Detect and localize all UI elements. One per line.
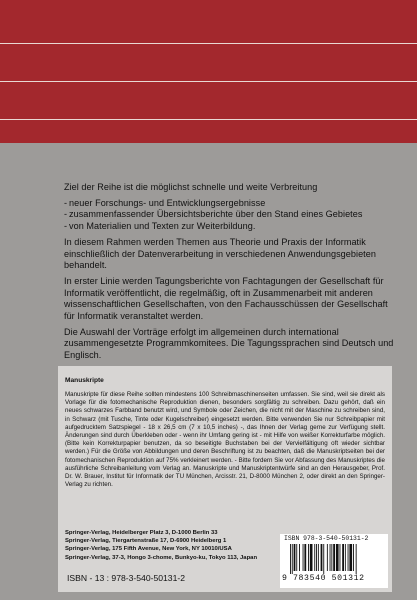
isbn-label: ISBN - 13 : 978-3-540-50131-2 (67, 573, 185, 583)
goal-item: - zusammenfassender Übersichtsberichte über den Stand eines Gebietes (64, 209, 394, 221)
barcode-bar (316, 544, 317, 571)
barcode (280, 534, 388, 588)
barcode-bar (348, 544, 349, 571)
address-line: Springer-Verlag, Tiergartenstraße 17, D-6900 Heidelberg 1 (65, 538, 227, 545)
publisher-addresses (65, 529, 265, 562)
band-stripe (0, 119, 417, 120)
barcode-bar (349, 544, 352, 571)
barcode-bar (303, 544, 304, 571)
barcode-bar (290, 544, 291, 574)
barcode-bar (330, 544, 331, 571)
barcode-bar (353, 544, 354, 571)
barcode-bar (323, 544, 324, 574)
barcode-bar (318, 544, 319, 571)
barcode-bar (314, 544, 315, 571)
cover-color-band (0, 0, 417, 143)
goal-list (64, 198, 394, 233)
address-line: Springer-Verlag, 37-3, Hongo 3-chome, Bunkyo-ku, Tokyo 113, Japan (65, 554, 258, 561)
goal-item: - neuer Forschungs- und Entwicklungsergebnisse (64, 198, 394, 210)
barcode-bar (308, 544, 309, 571)
intro-paragraph: In erster Linie werden Tagungsberichte von Fachtagungen der Gesellschaft für Informatik veröffentlicht, die regelmäßig, oft in Zusammenarbeit mit anderen wissenschaftlichen Gesellschaften, von den Fachausschüssen der Gesellschaft für Informatik veranstaltet werden. (64, 275, 388, 322)
barcode-isbn: ISBN 978-3-540-50131-2 (284, 535, 369, 542)
manuscript-heading: Manuskripte (65, 377, 104, 384)
barcode-bar (336, 544, 339, 571)
band-stripe (0, 43, 417, 44)
manuscript-info-box (58, 366, 392, 592)
barcode-bar (292, 544, 293, 574)
band-stripe (0, 81, 417, 82)
barcode-bars (290, 544, 380, 574)
barcode-bar (321, 544, 323, 571)
barcode-bar (345, 544, 346, 571)
barcode-bar (296, 544, 297, 571)
intro-lead: Ziel der Reihe ist die möglichst schnelle und weite Verbreitung (64, 182, 318, 192)
barcode-bar (310, 544, 313, 571)
barcode-bar (304, 544, 306, 571)
goal-item: - von Materialien und Texten zur Weiterbildung. (64, 221, 394, 233)
manuscript-text: Manuskripte für diese Reihe sollten mindestens 100 Schreibmaschinenseiten umfassen. Sie sind, weil sie direkt als Vorlage für die fotomechanische Reproduktion dienen, besonders sorgfältig zu schreiben. Dazu gehört, daß ein neues schwarzes Farbband benutzt wird, und Symbole oder Zeichen, die nicht mit der Maschine zu schreiben sind, in Schwarz (mit Tusche, Tinte oder Kugelschreiber) eingesetzt werden. Bitte verwenden Sie nur Schreibpapier mit aufgedrucktem Satzspiegel - 18 x 26,5 cm (7 x 10,5 inches) -, das Ihnen der Verlag gerne zur Verfügung stellt. Änderungen sind durch Überkleben oder - wenn ihr Umfang gering ist - mit Hilfe von weißer Korrekturfarbe möglich. (Bitte kein Korrekturpapier benutzen, da so beseitigte Buchstaben bei der Vervielfältigung oft wieder sichtbar werden.) Für die Größe von Abbildungen und deren Beschriftung ist zu beachten, daß die Manuskriptseiten bei der fotomechanischen Reproduktion auf 75% verkleinert werden. - Bitte fordern Sie vor Abfassung des Manuskriptes die ausführliche Schreibanleitung vom Verlag an. Manuskripte und Manuskriptentwürfe sind an den Herausgeber, Prof. Dr. W. Brauer, Institut für Informatik der TU München, Arcisstr. 21, D-8000 München 2, oder direkt an den Springer-Verlag zu richten. (65, 391, 385, 489)
barcode-bar (294, 544, 296, 571)
barcode-bar (327, 544, 328, 571)
address-line: Springer-Verlag, 175 Fifth Avenue, New York, NY 10010/USA (65, 546, 232, 553)
barcode-bar (342, 544, 344, 571)
barcode-bar (299, 544, 300, 571)
address-line: Springer-Verlag, Heidelberger Platz 3, D-1000 Berlin 33 (65, 530, 218, 536)
barcode-bar (340, 544, 341, 571)
barcode-bar (333, 544, 335, 571)
intro-paragraph: In diesem Rahmen werden Themen aus Theorie und Praxis der Informatik einschließlich der Datenverarbeitung in verschiedenen Anwendungsgebieten behandelt. (64, 236, 376, 271)
barcode-digits: 9 783540 501312 (282, 574, 365, 583)
intro-paragraph: Die Auswahl der Vorträge erfolgt im allgemeinen durch international zusammengesetzte Programmkomitees. Die Tagungssprachen sind Deutsch und Englisch. (64, 326, 394, 361)
barcode-bar (331, 544, 332, 571)
series-description (64, 182, 394, 366)
barcode-bar (356, 544, 357, 574)
